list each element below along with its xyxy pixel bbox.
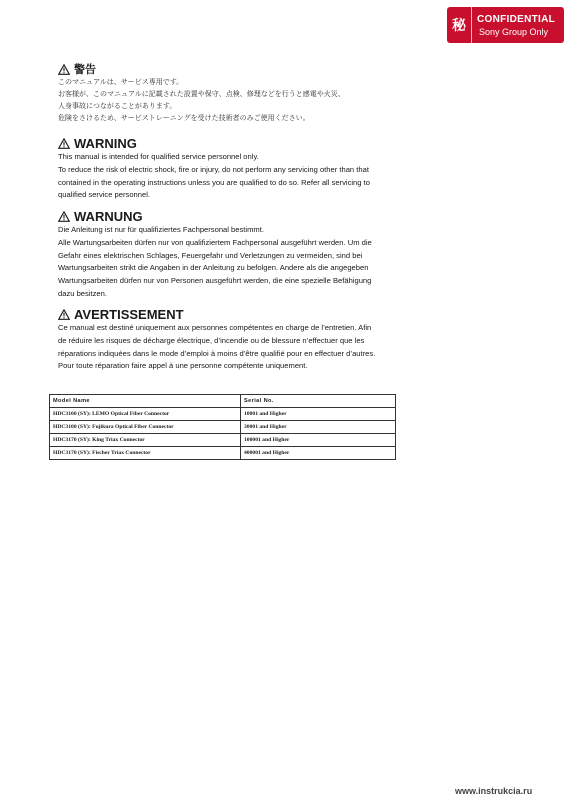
warning-triangle-icon: [58, 64, 70, 75]
table-row: [50, 421, 396, 434]
badge-group-label: Sony Group Only: [479, 26, 549, 37]
body-line: Ce manual est destiné uniquement aux personnes compétentes en charge de l’entretien. Afin: [58, 323, 372, 332]
body-line: 危険をさけるため、サービストレーニングを受けた技術者のみご使用ください。: [58, 114, 310, 122]
section-body: [58, 151, 478, 202]
section-title-text: 警告: [74, 63, 96, 76]
section-title: [58, 136, 478, 151]
section-body: [58, 76, 478, 124]
body-line: contained in the operating instructions unless you are qualified to do so. Refer all servicing to: [58, 177, 370, 187]
confidential-badge: [447, 7, 564, 43]
body-line: qualified service personnel.: [58, 190, 151, 200]
section-title: [58, 307, 478, 322]
body-line: お客様が、このマニュアルに記載された設置や保守、点検、修理などを行うと感電や火災、: [58, 90, 345, 98]
serial-cell: 400001 and Higher: [241, 447, 396, 460]
model-cell: HDC3170 (SY): King Triax Connector: [50, 434, 241, 447]
table-row: [50, 447, 396, 460]
section-japanese-warning: [58, 63, 478, 124]
section-english-warning: [58, 136, 478, 202]
section-title: [58, 63, 478, 76]
body-line: このマニュアルは、サービス専用です。: [58, 78, 184, 86]
warning-triangle-icon: [58, 138, 70, 149]
body-line: Alle Wartungsarbeiten dürfen nur von qualifiziertem Fachpersonal ausgeführt werden. Um die: [58, 237, 372, 247]
model-cell: HDC3100 (SY): Fujikura Optical Fiber Connector: [50, 421, 241, 434]
table-header-row: [50, 395, 396, 408]
serial-cell: 100001 and Higher: [241, 434, 396, 447]
warning-triangle-icon: [58, 309, 70, 320]
model-serial-table: [49, 394, 396, 460]
body-line: This manual is intended for qualified service personnel only.: [58, 152, 259, 161]
body-line: Wartungsarbeiten dürfen nur von Personen ausgeführt werden, die eine spezielle Befähigung: [58, 276, 372, 286]
section-title-text: WARNING: [74, 136, 137, 151]
body-line: réparations indiquées dans le mode d’emploi à moins d’être qualifié pour en effectuer d’autres.: [58, 348, 376, 358]
secret-seal-icon: 秘: [447, 7, 472, 43]
section-body: [58, 322, 478, 373]
section-title: [58, 209, 478, 224]
table-row: [50, 434, 396, 447]
body-line: To reduce the risk of electric shock, fire or injury, do not perform any servicing other than that: [58, 164, 369, 174]
model-cell: HDC3170 (SY): Fischer Triax Connector: [50, 447, 241, 460]
footer-watermark: www.instrukcia.ru: [455, 786, 533, 796]
badge-confidential-label: CONFIDENTIAL: [477, 13, 556, 25]
body-line: Pour toute réparation faire appel à une personne compétente uniquement.: [58, 361, 308, 371]
serial-cell: 30001 and Higher: [241, 421, 396, 434]
model-cell: HDC3100 (SY): LEMO Optical Fiber Connector: [50, 408, 241, 421]
warning-triangle-icon: [58, 211, 70, 222]
section-french-warning: [58, 307, 478, 373]
section-body: [58, 224, 478, 301]
body-line: Gefahr eines elektrischen Schlages, Feuergefahr und Verletzungen zu vermeiden, sind bei: [58, 250, 363, 260]
section-title-text: WARNUNG: [74, 209, 143, 224]
header-model-name: Model Name: [50, 395, 241, 408]
badge-text: [472, 7, 564, 43]
table-row: [50, 408, 396, 421]
body-line: Die Anleitung ist nur für qualifiziertes Fachpersonal bestimmt.: [58, 225, 264, 234]
section-german-warning: [58, 209, 478, 301]
header-serial-no: Serial No.: [241, 395, 396, 408]
body-line: de réduire les risques de décharge électrique, d’incendie ou de blessure n’effectuer que les: [58, 335, 365, 345]
body-line: 人身事故につながることがあります。: [58, 102, 177, 110]
body-line: dazu besitzen.: [58, 288, 107, 298]
serial-cell: 10001 and Higher: [241, 408, 396, 421]
section-title-text: AVERTISSEMENT: [74, 307, 184, 322]
body-line: Wartungsarbeiten strikt die Angaben in der Anleitung zu befolgen. Andere als die angegeben: [58, 263, 369, 273]
